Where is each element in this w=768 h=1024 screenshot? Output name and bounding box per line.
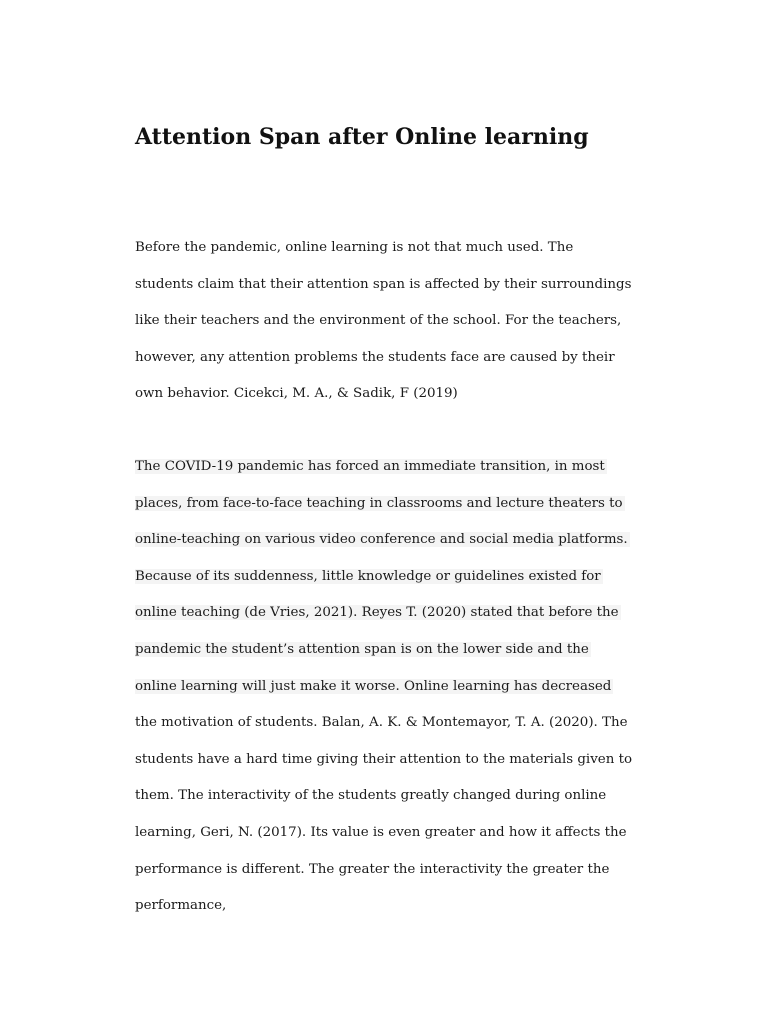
highlighted-text-line: online-teaching on various video conference and social media platforms. — [135, 532, 628, 548]
paragraph-2-line — [135, 632, 695, 669]
paragraph-2-line — [135, 778, 695, 815]
text-line: performance is different. The greater the interactivity the greater the — [135, 861, 610, 877]
paragraph-2-line — [135, 522, 695, 559]
paragraph-2-line — [135, 449, 695, 486]
paragraph-2-line — [135, 669, 695, 706]
paragraph-1-line — [135, 376, 695, 413]
text-line: the motivation of students. Balan, A. K. & Montemayor, T. A. (2020). The — [135, 715, 628, 731]
highlighted-text-line: online learning will just make it worse. Online learning has decreased — [135, 678, 612, 694]
paragraph-1-line — [135, 303, 695, 340]
highlighted-text-line: The COVID-19 pandemic has forced an immediate transition, in most — [135, 459, 605, 474]
paragraph-2 — [135, 449, 695, 925]
text-line: like their teachers and the environment of the school. For the teachers, — [135, 313, 622, 329]
text-line: students have a hard time giving their attention to the materials given to — [135, 751, 633, 767]
document-title: Attention Span after Online learning — [135, 124, 589, 150]
paragraph-1-line — [135, 340, 695, 377]
paragraph-2-line — [135, 595, 695, 632]
text-line: them. The interactivity of the students greatly changed during online — [135, 788, 607, 804]
text-line: Before the pandemic, online learning is not that much used. The — [135, 240, 574, 255]
paragraph-1-line — [135, 230, 695, 267]
paragraph-2-line — [135, 888, 695, 925]
paragraph-2-line — [135, 486, 695, 523]
text-line: learning, Geri, N. (2017). Its value is even greater and how it affects the — [135, 824, 627, 840]
paragraph-1 — [135, 230, 695, 413]
highlighted-text-line: Because of its suddenness, little knowledge or guidelines existed for — [135, 568, 601, 584]
text-line: performance, — [135, 898, 227, 914]
paragraph-2-line — [135, 742, 695, 779]
text-line: students claim that their attention span is affected by their surroundings — [135, 276, 632, 292]
paragraph-2-line — [135, 852, 695, 889]
text-line: however, any attention problems the students face are caused by their — [135, 349, 615, 365]
paragraph-2-line — [135, 559, 695, 596]
paragraph-1-line — [135, 267, 695, 304]
paragraph-2-line — [135, 705, 695, 742]
highlighted-text-line: online teaching (de Vries, 2021). Reyes T. (2020) stated that before the — [135, 605, 619, 621]
text-line: own behavior. Cicekci, M. A., & Sadik, F (2019) — [135, 386, 458, 402]
highlighted-text-line: places, from face-to-face teaching in classrooms and lecture theaters to — [135, 495, 623, 511]
paragraph-2-line — [135, 815, 695, 852]
highlighted-text-line: pandemic the student’s attention span is on the lower side and the — [135, 641, 589, 657]
